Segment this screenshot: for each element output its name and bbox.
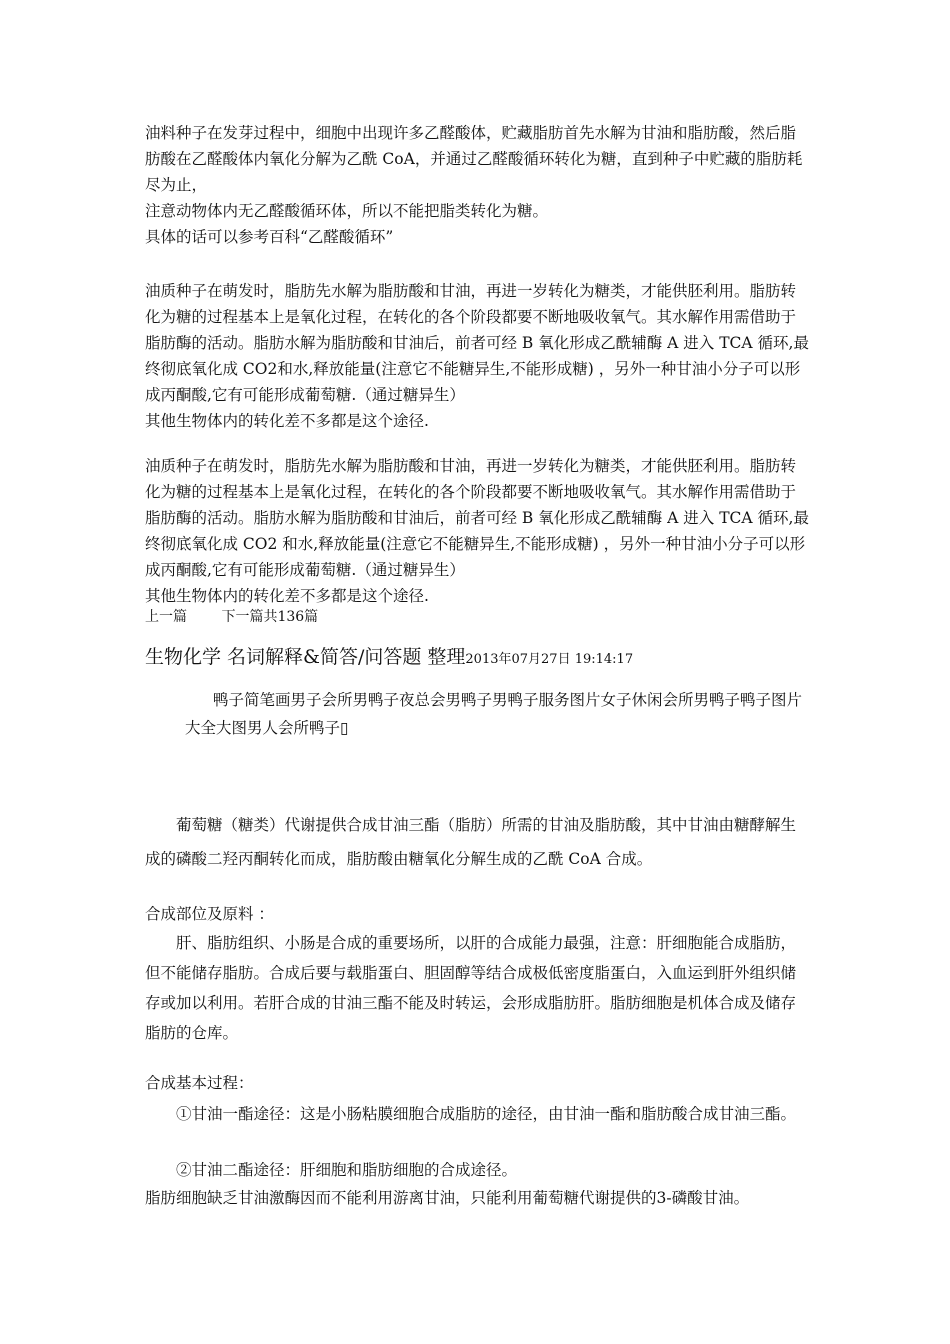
paragraph: 注意动物体内无乙醛酸循环体，所以不能把脂类转化为糖。 xyxy=(145,202,549,220)
section-heading-process: 合成基本过程： xyxy=(145,1074,254,1092)
note-paragraph: 脂肪细胞缺乏甘油激酶因而不能利用游离甘油，只能利用葡萄糖代谢提供的3-磷酸甘油。 xyxy=(145,1189,750,1207)
paragraph: 油质种子在萌发时，脂肪先水解为脂肪酸和甘油，再进一岁转化为糖类，才能供胚利用。脂肪转化为糖的过程基本上是氧化过程，在转化的各个阶段都要不断地吸收氧气。其水解作用需借助于脂肪酶的活动。脂肪水解为脂肪酸和甘油后，前者可经 B 氧化形成乙酰辅酶 A 进入 TCA 循环,最终彻底氧化成 CO2和水,释放能量(注意它不能糖异生,不能形成糖) ，另外一种甘油小分子可以形成丙酮酸,它有可能形成葡萄糖.（通过糖异生） xyxy=(145,282,809,404)
spam-text: 鸭子简笔画男子会所男鸭子夜总会男鸭子男鸭子服务图片女子休闲会所男鸭子鸭子图片大全大图男人会所鸭子▯ xyxy=(185,691,803,737)
article-title-row xyxy=(145,642,633,675)
paragraph: 其他生物体内的转化差不多都是这个途径. xyxy=(145,412,429,430)
section-glyoxylate xyxy=(145,120,810,250)
section-oilseed-2 xyxy=(145,453,810,609)
article-nav xyxy=(145,607,348,627)
paragraph: 油料种子在发芽过程中，细胞中出现许多乙醛酸体，贮藏脂肪首先水解为甘油和脂肪酸，然后脂肪酸在乙醛酸体内氧化分解为乙酰 CoA，并通过乙醛酸循环转化为糖，直到种子中贮藏的脂肪耗尽为止， xyxy=(145,124,803,194)
site-paragraph: 肝、脂肪组织、小肠是合成的重要场所，以肝的合成能力最强，注意：肝细胞能合成脂肪，但不能储存脂肪。合成后要与载脂蛋白、胆固醇等结合成极低密度脂蛋白，入血运到肝外组织储存或加以利用。若肝合成的甘油三酯不能及时转运，会形成脂肪肝。脂肪细胞是机体合成及储存脂肪的仓库。 xyxy=(145,934,797,1042)
article-timestamp: 2013年07月27日 19:14:17 xyxy=(465,652,634,667)
prev-article-link[interactable]: 上一篇 xyxy=(145,609,187,625)
paragraph: 其他生物体内的转化差不多都是这个途径. xyxy=(145,587,429,605)
paragraph: 油质种子在萌发时，脂肪先水解为脂肪酸和甘油，再进一岁转化为糖类，才能供胚利用。脂肪转化为糖的过程基本上是氧化过程，在转化的各个阶段都要不断地吸收氧气。其水解作用需借助于脂肪酶的活动。脂肪水解为脂肪酸和甘油后，前者可经 B 氧化形成乙酰辅酶 A 进入 TCA 循环,最终彻底氧化成 CO2 和水,释放能量(注意它不能糖异生,不能形成糖) ，另外一种甘油小分子可以形成丙酮酸,它有可能形成葡萄糖.（通过糖异生） xyxy=(145,457,809,579)
next-article-link[interactable]: 下一篇共136篇 xyxy=(221,609,319,625)
step-2-paragraph: ②甘油二酯途径：肝细胞和脂肪细胞的合成途径。 xyxy=(176,1161,518,1179)
step-1-paragraph: ①甘油一酯途径：这是小肠粘膜细胞合成脂肪的途径，由甘油一酯和脂肪酸合成甘油三酯。 xyxy=(176,1105,797,1123)
intro-paragraph: 葡萄糖（糖类）代谢提供合成甘油三酯（脂肪）所需的甘油及脂肪酸，其中甘油由糖酵解生成的磷酸二羟丙酮转化而成，脂肪酸由糖氧化分解生成的乙酰 CoA 合成。 xyxy=(145,816,797,868)
section-heading-site: 合成部位及原料 ： xyxy=(145,905,274,923)
section-oilseed-1 xyxy=(145,278,810,434)
article-title: 生物化学 名词解释&简答/问答题 整理 xyxy=(145,646,466,668)
paragraph: 具体的话可以参考百科“乙醛酸循环” xyxy=(145,228,394,246)
